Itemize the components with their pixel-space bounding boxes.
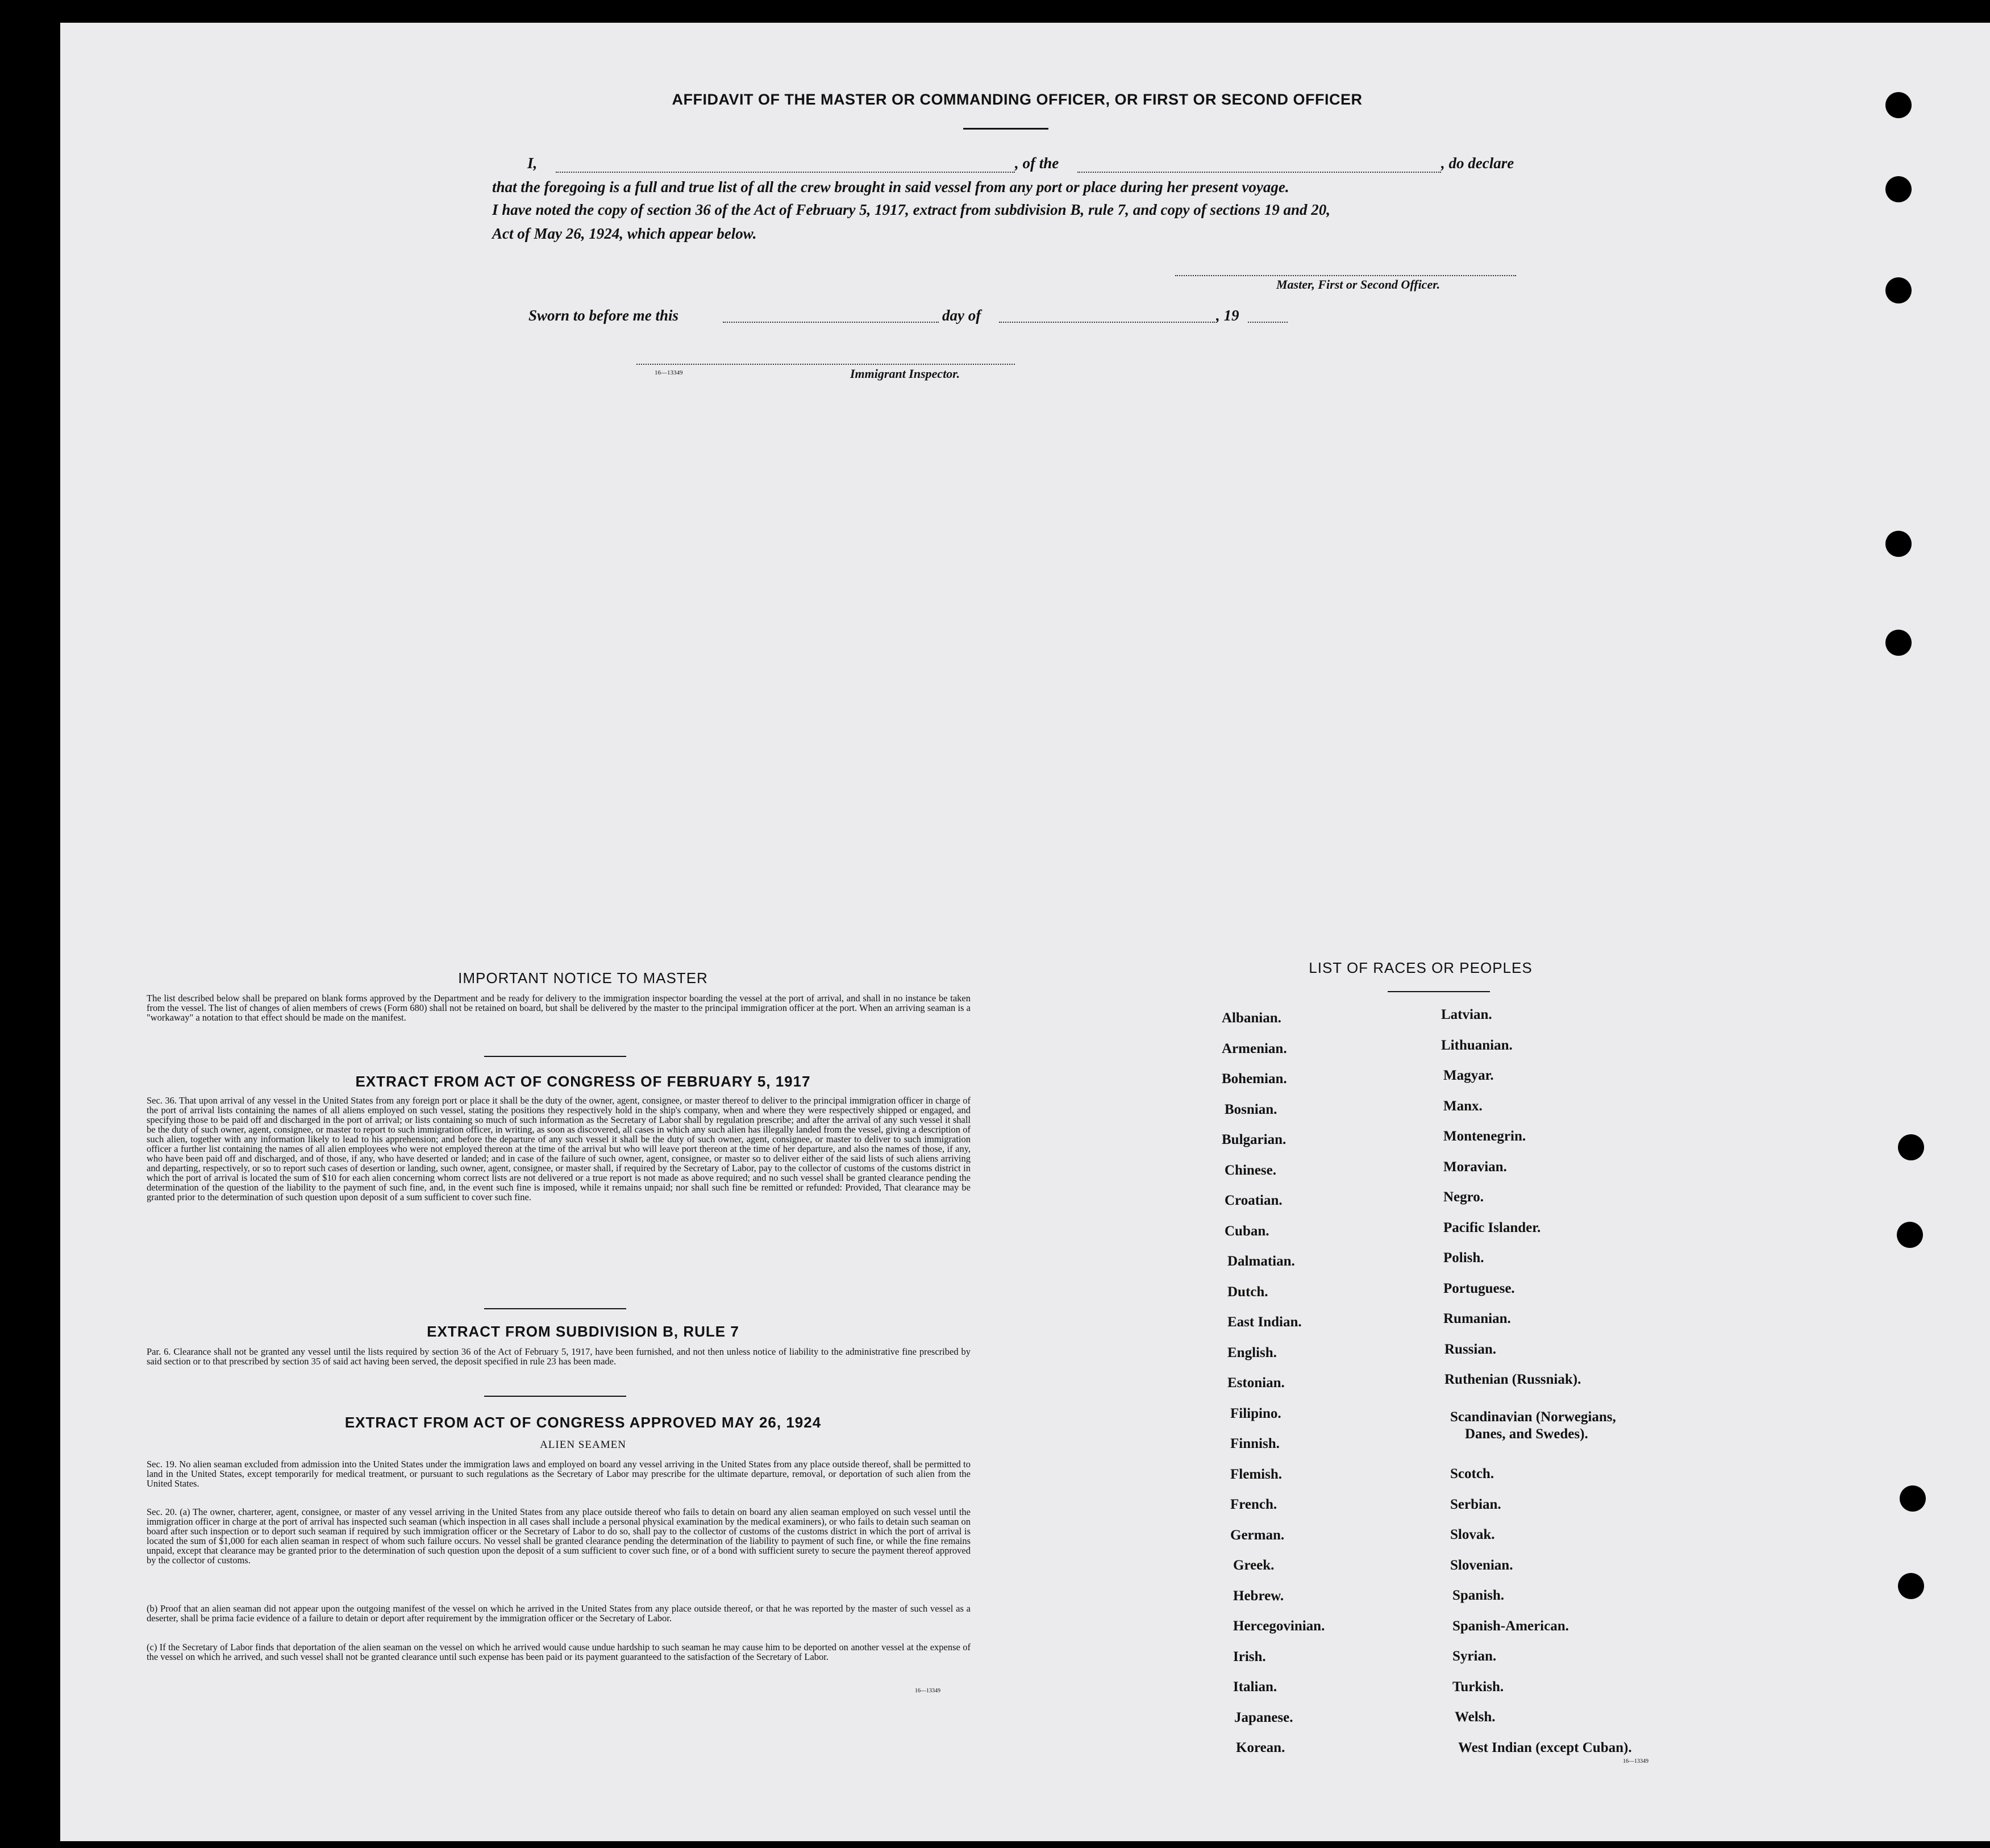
title-rule bbox=[963, 128, 1048, 130]
document-page bbox=[60, 23, 1947, 1841]
year-label: , 19 bbox=[1216, 307, 1239, 324]
race-item: Finnish. bbox=[1230, 1436, 1280, 1451]
extract-1924-form-code: 16—13349 bbox=[915, 1688, 940, 1694]
race-item: Greek. bbox=[1233, 1558, 1275, 1573]
race-item: Lithuanian. bbox=[1441, 1037, 1513, 1053]
race-item: Danes, and Swedes). bbox=[1465, 1426, 1588, 1442]
extract-1917-title: EXTRACT FROM ACT OF CONGRESS OF FEBRUARY 5, 1917 bbox=[355, 1073, 811, 1090]
race-item: Italian. bbox=[1233, 1679, 1277, 1695]
rule7-rule bbox=[484, 1396, 626, 1397]
race-item: Hercegovinian. bbox=[1233, 1618, 1325, 1634]
master-signature-field[interactable] bbox=[1175, 275, 1516, 276]
notice-text: The list described below shall be prepared on blank forms approved by the Department and be ready for delivery to the immigration inspector boarding the vessel at the port of arrival, and shall in no instance be taken from the vessel. The list of changes of alien members of crews (Form 680) shall not be retained on board, but shall be delivered by the master to the principal immigration officer at the port. When an arriving seaman is a "workaway" a notation to that effect should be made on the manifest. bbox=[147, 993, 971, 1023]
race-item: Filipino. bbox=[1230, 1405, 1281, 1421]
race-item: Japanese. bbox=[1234, 1709, 1293, 1725]
race-item: Bohemian. bbox=[1222, 1071, 1287, 1087]
declarant-label: I, bbox=[527, 155, 538, 172]
extract-1924-sec20b: (b) Proof that an alien seaman did not appear upon the outgoing manifest of the vessel on which he arrived in the United States from any place outside thereof, or that he was reported by the master of such vessel as a deserter, shall be prima facie evidence of a failure to detain or deport after requirement by the immigration officer or the Secretary of Labor. bbox=[147, 1603, 971, 1624]
day-of-label: day of bbox=[942, 307, 981, 324]
race-item: English. bbox=[1227, 1345, 1277, 1360]
race-item: Hebrew. bbox=[1233, 1588, 1284, 1604]
punch-hole-4 bbox=[1885, 531, 1912, 557]
vessel-name-field[interactable] bbox=[1077, 172, 1441, 173]
master-signature-label: Master, First or Second Officer. bbox=[1276, 277, 1441, 292]
race-item: Bosnian. bbox=[1225, 1101, 1277, 1117]
race-item: Manx. bbox=[1443, 1098, 1483, 1114]
race-item: Portuguese. bbox=[1443, 1280, 1515, 1296]
race-item: Spanish. bbox=[1452, 1588, 1505, 1603]
race-item: Moravian. bbox=[1443, 1159, 1507, 1175]
race-item: Irish. bbox=[1233, 1649, 1266, 1664]
race-item: Flemish. bbox=[1230, 1466, 1282, 1482]
race-item: Albanian. bbox=[1222, 1010, 1281, 1026]
races-title: LIST OF RACES OR PEOPLES bbox=[1309, 959, 1533, 976]
race-item: Bulgarian. bbox=[1222, 1132, 1287, 1147]
race-item: Dutch. bbox=[1227, 1284, 1268, 1300]
extract-1917-text: Sec. 36. That upon arrival of any vessel in the United States from any foreign port or place it shall be the duty of the owner, agent, consignee, or master thereof to deliver to the principal immigration officer in charge of the port of arrival lists containing the names of all aliens employed on such vessel, stating the positions they respectively hold in the ship's company, when and where they were respectively shipped or engaged, and specifying those to be paid off and discharged in the port of arrival; or lists containing so much of such information as the Secretary of Labor shall by regulation prescribe; and after the arrival of any such vessel it shall be the duty of such owner, agent, consignee, or master to report to such immigration officer, in writing, as soon as discovered, all cases in which any such alien has illegally landed from the vessel, giving a description of such alien, together with any information likely to lead to his apprehension; and before the departure of any such vessel it shall be the duty of such owner, agent, consignee, or master to deliver to such immigration officer a further list containing the names of all alien employees who were not employed thereon at the time of the arrival but who will leave port thereon at the time of her departure, and also the names of those, if any, who have been paid off and discharged, and of those, if any, who have deserted or landed; and in case of the failure of such owner, agent, consignee, or master so to deliver either of the said lists of such aliens arriving and departing, respectively, or so to report such cases of desertion or landing, such owner, agent, consignee, or master shall, if required by the Secretary of Labor, pay to the collector of customs of the customs district in which the port of arrival is located the sum of $10 for each alien concerning whom correct lists are not delivered or a true report is not made as above required; and no such vessel shall be granted clearance pending the determination of the question of the liability to the payment of such fine, and, in the event such fine is imposed, while it remains unpaid; nor shall such fine be remitted or refunded: Provided, That clearance may be granted prior to the determination of such question upon deposit of a sum sufficient to cover such fine. bbox=[147, 1095, 971, 1202]
race-item: Slovak. bbox=[1450, 1527, 1495, 1542]
race-item: Chinese. bbox=[1225, 1162, 1276, 1178]
rule7-title: EXTRACT FROM SUBDIVISION B, RULE 7 bbox=[427, 1323, 739, 1340]
affidavit-line-2: that the foregoing is a full and true list of all the crew brought in said vessel from any port or place during her present voyage. bbox=[492, 178, 1289, 195]
race-item: Rumanian. bbox=[1443, 1311, 1511, 1326]
race-item: Serbian. bbox=[1450, 1496, 1501, 1512]
race-item: Slovenian. bbox=[1450, 1557, 1513, 1573]
race-item: Spanish-American. bbox=[1452, 1618, 1569, 1634]
races-rule bbox=[1388, 991, 1490, 992]
race-item: Dalmatian. bbox=[1227, 1254, 1295, 1269]
declarant-name-field[interactable] bbox=[556, 172, 1015, 173]
notice-title: IMPORTANT NOTICE TO MASTER bbox=[458, 969, 708, 987]
punch-hole-7 bbox=[1897, 1222, 1923, 1248]
race-item: West Indian (except Cuban). bbox=[1458, 1739, 1632, 1755]
race-item: Scotch. bbox=[1450, 1466, 1494, 1481]
extract-1924-sec19: Sec. 19. No alien seaman excluded from admission into the United States under the immigration laws and employed on board any vessel arriving in the United States from any place outside thereof, shall be permitted to land in the United States, except temporarily for medical treatment, or pursuant to such regulations as the Secretary of Labor may prescribe for the ultimate departure, removal, or deportation of such alien from the United States. bbox=[147, 1459, 971, 1489]
sworn-label: Sworn to before me this bbox=[528, 307, 679, 324]
affidavit-line-4: Act of May 26, 1924, which appear below. bbox=[492, 225, 757, 242]
race-item: Montenegrin. bbox=[1443, 1129, 1526, 1144]
vessel-label: , of the bbox=[1015, 155, 1059, 172]
race-item: Cuban. bbox=[1225, 1223, 1269, 1239]
race-item: Turkish. bbox=[1452, 1679, 1504, 1695]
punch-hole-1 bbox=[1885, 92, 1912, 118]
race-item: Ruthenian (Russniak). bbox=[1444, 1372, 1581, 1387]
sworn-year-field[interactable] bbox=[1248, 322, 1288, 323]
race-item: Scandinavian (Norwegians, bbox=[1450, 1409, 1616, 1425]
punch-hole-8 bbox=[1900, 1485, 1926, 1512]
race-item: Pacific Islander. bbox=[1443, 1219, 1541, 1235]
race-item: Estonian. bbox=[1227, 1375, 1285, 1391]
race-item: Latvian. bbox=[1441, 1007, 1492, 1022]
punch-hole-9 bbox=[1898, 1573, 1924, 1599]
extract-1924-subtitle: ALIEN SEAMEN bbox=[540, 1439, 626, 1451]
punch-hole-3 bbox=[1885, 277, 1912, 303]
affidavit-line-3: I have noted the copy of section 36 of the Act of February 5, 1917, extract from subdivision B, rule 7, and copy of sections 19 and 20, bbox=[492, 201, 1330, 218]
punch-hole-2 bbox=[1885, 176, 1912, 202]
inspector-signature-field[interactable] bbox=[636, 364, 1015, 365]
race-item: Korean. bbox=[1236, 1740, 1285, 1755]
do-declare-label: , do declare bbox=[1441, 155, 1514, 172]
race-item: Russian. bbox=[1444, 1341, 1497, 1357]
extract-1924-title: EXTRACT FROM ACT OF CONGRESS APPROVED MAY 26, 1924 bbox=[344, 1414, 822, 1431]
race-item: East Indian. bbox=[1227, 1314, 1302, 1330]
extract-1924-sec20a: Sec. 20. (a) The owner, charterer, agent, consignee, or master of any vessel arriving in the United States from any place outside thereof who fails to detain on board any alien seaman employed on such vessel until the immigration officer in charge at the port of arrival has inspected such seaman (which inspection in all cases shall include a personal physical examination by the medical examiners), or who fails to detain such seaman on board after such inspection or to deport such seaman if required by such immigration officer or the Secretary of Labor to do so, shall pay to the collector of customs of the customs district in which the port of arrival is located the sum of $1,000 for each alien seaman in respect of whom such failure occurs. No vessel shall be granted clearance pending the determination of the liability to payment of such fine, or while the fine remains unpaid, except that clearance may be granted prior to the determination of such question upon the deposit of a sum sufficient to cover such fine, or of a bond with sufficient surety to secure the payment thereof approved by the collector of customs. bbox=[147, 1506, 971, 1566]
race-item: Welsh. bbox=[1455, 1709, 1496, 1725]
extract-1924-sec20c: (c) If the Secretary of Labor finds that deportation of the alien seaman on the vessel on which he arrived would cause undue hardship to such seaman he may cause him to be deported on another vessel at the expense of the vessel on which he arrived, and such vessel shall not be granted clearance until such expense has been paid or its payment guaranteed to the satisfaction of the Secretary of Labor. bbox=[147, 1642, 971, 1662]
rule7-text: Par. 6. Clearance shall not be granted any vessel until the lists required by section 36 of the Act of February 5, 1917, have been furnished, and not then unless notice of liability to the administrative fine prescribed by said section or to that prescribed by section 35 of said act having been served, the deposit specified in rule 23 has been made. bbox=[147, 1346, 971, 1367]
race-item: Polish. bbox=[1443, 1250, 1484, 1266]
race-item: Magyar. bbox=[1443, 1068, 1494, 1083]
extract-1917-rule bbox=[484, 1308, 626, 1309]
race-item: Croatian. bbox=[1225, 1193, 1283, 1208]
races-form-code: 16—13349 bbox=[1623, 1758, 1648, 1764]
sworn-month-field[interactable] bbox=[999, 322, 1215, 323]
race-item: Syrian. bbox=[1452, 1649, 1497, 1664]
page-edge bbox=[1947, 23, 1990, 1841]
inspector-label: Immigrant Inspector. bbox=[850, 367, 960, 381]
race-item: Negro. bbox=[1443, 1189, 1484, 1205]
affidavit-title: AFFIDAVIT OF THE MASTER OR COMMANDING OFFICER, OR FIRST OR SECOND OFFICER bbox=[672, 91, 1363, 108]
punch-hole-5 bbox=[1885, 630, 1912, 656]
race-item: Armenian. bbox=[1222, 1040, 1287, 1056]
punch-hole-6 bbox=[1898, 1134, 1924, 1160]
race-item: French. bbox=[1230, 1497, 1277, 1512]
notice-rule bbox=[484, 1056, 626, 1057]
sworn-day-field[interactable] bbox=[723, 322, 939, 323]
affidavit-form-code: 16—13349 bbox=[655, 369, 683, 376]
race-item: German. bbox=[1230, 1527, 1285, 1543]
